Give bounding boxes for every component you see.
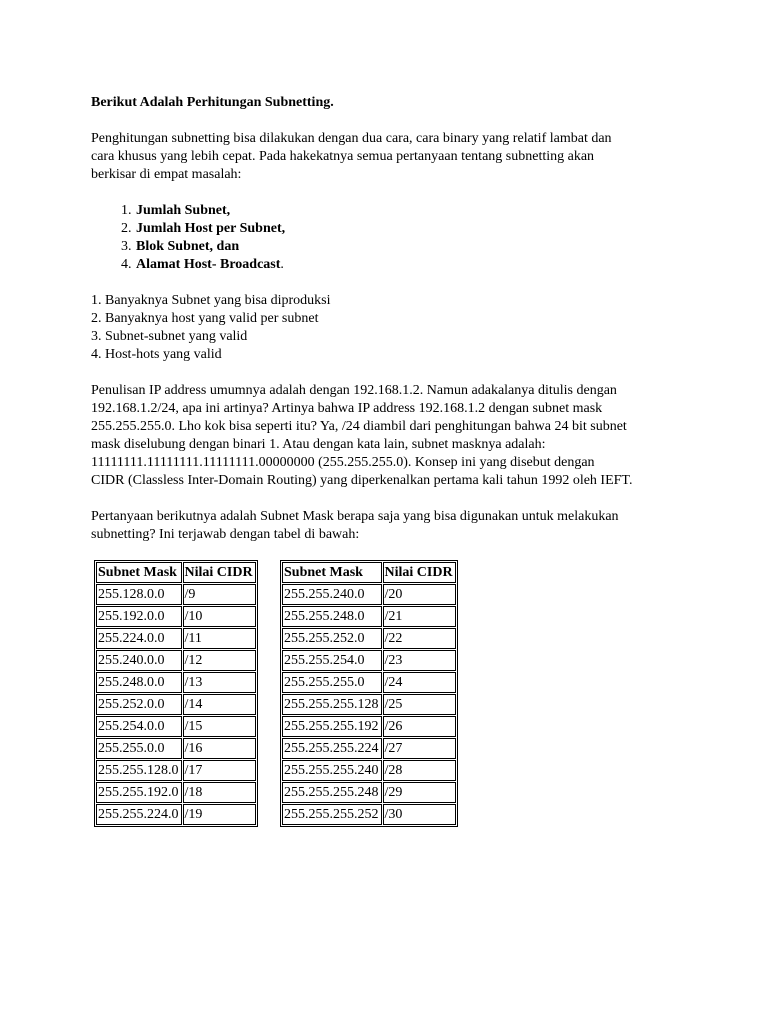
- problem-item: [135, 220, 691, 238]
- header-subnet-mask: Subnet Mask: [282, 562, 382, 583]
- subnet-mask-cell: 255.255.255.0: [282, 672, 382, 693]
- table-body-right: [282, 584, 456, 825]
- table-row: [96, 782, 256, 803]
- subnet-mask-cell: 255.128.0.0: [96, 584, 182, 605]
- intro-line: Penghitungan subnetting bisa dilakukan dengan dua cara, cara binary yang relatif lambat dan: [91, 131, 612, 146]
- document-title: Berikut Adalah Perhitungan Subnetting.: [91, 95, 334, 110]
- explanation-item: 1. Banyaknya Subnet yang bisa diproduksi: [91, 293, 331, 308]
- problem-item-label: Jumlah Host per Subnet,: [136, 221, 286, 236]
- subnet-mask-cell: 255.255.255.248: [282, 782, 382, 803]
- problem-list: [91, 202, 691, 274]
- table-row: [96, 738, 256, 759]
- question-paragraph: [91, 508, 691, 544]
- problem-item-suffix: .: [280, 257, 284, 272]
- explanation-list: [91, 292, 691, 364]
- subnet-mask-cell: 255.248.0.0: [96, 672, 182, 693]
- ip-line: CIDR (Classless Inter-Domain Routing) yang diperkenalkan pertama kali tahun 1992 oleh IEFT.: [91, 473, 633, 488]
- cidr-cell: /28: [383, 760, 456, 781]
- cidr-cell: /20: [383, 584, 456, 605]
- subnet-mask-cell: 255.255.192.0: [96, 782, 182, 803]
- explanation-item: 4. Host-hots yang valid: [91, 347, 222, 362]
- subnet-mask-cell: 255.240.0.0: [96, 650, 182, 671]
- subnet-mask-cell: 255.224.0.0: [96, 628, 182, 649]
- ip-line: Penulisan IP address umumnya adalah dengan 192.168.1.2. Namun adakalanya ditulis dengan: [91, 383, 617, 398]
- table-header-row: [96, 562, 256, 583]
- subnet-mask-cell: 255.255.255.192: [282, 716, 382, 737]
- question-line: Pertanyaan berikutnya adalah Subnet Mask berapa saja yang bisa digunakan untuk melakukan: [91, 509, 619, 524]
- cidr-cell: /23: [383, 650, 456, 671]
- subnet-mask-cell: 255.255.255.240: [282, 760, 382, 781]
- table-row: [282, 738, 456, 759]
- table-row: [282, 650, 456, 671]
- table-row: [282, 628, 456, 649]
- cidr-cell: /9: [183, 584, 256, 605]
- table-row: [96, 694, 256, 715]
- cidr-cell: /10: [183, 606, 256, 627]
- subnet-mask-cell: 255.255.255.224: [282, 738, 382, 759]
- subnet-mask-cell: 255.255.248.0: [282, 606, 382, 627]
- problem-item: [135, 238, 691, 256]
- ip-line: mask diselubung dengan binari 1. Atau dengan kata lain, subnet masknya adalah:: [91, 437, 546, 452]
- problem-item: [135, 202, 691, 220]
- cidr-cell: /15: [183, 716, 256, 737]
- cidr-cell: /22: [383, 628, 456, 649]
- cidr-cell: /16: [183, 738, 256, 759]
- problem-item-label: Jumlah Subnet,: [136, 203, 231, 218]
- problem-item-label: Alamat Host- Broadcast: [136, 257, 281, 272]
- intro-paragraph: [91, 130, 691, 184]
- problem-item: [135, 256, 691, 274]
- subnet-mask-cell: 255.255.252.0: [282, 628, 382, 649]
- table-row: [96, 584, 256, 605]
- table-row: [282, 672, 456, 693]
- table-row: [96, 672, 256, 693]
- cidr-cell: /26: [383, 716, 456, 737]
- table-row: [282, 716, 456, 737]
- ip-line: 192.168.1.2/24, apa ini artinya? Artinya bahwa IP address 192.168.1.2 dengan subnet mask: [91, 401, 603, 416]
- cidr-cell: /19: [183, 804, 256, 825]
- intro-line: cara khusus yang lebih cepat. Pada hakekatnya semua pertanyaan tentang subnetting akan: [91, 149, 595, 164]
- table-body-left: [96, 584, 256, 825]
- table-row: [96, 716, 256, 737]
- cidr-cell: /17: [183, 760, 256, 781]
- subnet-table-left: [94, 560, 258, 827]
- explanation-item: 3. Subnet-subnet yang valid: [91, 329, 248, 344]
- header-cidr: Nilai CIDR: [183, 562, 256, 583]
- table-row: [96, 760, 256, 781]
- subnet-mask-cell: 255.255.255.252: [282, 804, 382, 825]
- table-row: [282, 606, 456, 627]
- cidr-cell: /27: [383, 738, 456, 759]
- table-row: [282, 584, 456, 605]
- table-row: [282, 804, 456, 825]
- subnet-mask-cell: 255.255.255.128: [282, 694, 382, 715]
- cidr-cell: /13: [183, 672, 256, 693]
- subnet-mask-cell: 255.252.0.0: [96, 694, 182, 715]
- problem-item-label: Blok Subnet, dan: [136, 239, 240, 254]
- header-subnet-mask: Subnet Mask: [96, 562, 182, 583]
- table-row: [96, 628, 256, 649]
- table-row: [96, 606, 256, 627]
- cidr-cell: /24: [383, 672, 456, 693]
- subnet-mask-cell: 255.255.0.0: [96, 738, 182, 759]
- cidr-cell: /21: [383, 606, 456, 627]
- subnet-table-right: [280, 560, 458, 827]
- subnet-mask-cell: 255.255.254.0: [282, 650, 382, 671]
- table-row: [282, 782, 456, 803]
- subnet-mask-cell: 255.255.128.0: [96, 760, 182, 781]
- cidr-cell: /14: [183, 694, 256, 715]
- cidr-cell: /29: [383, 782, 456, 803]
- table-row: [96, 804, 256, 825]
- cidr-cell: /30: [383, 804, 456, 825]
- document-body: [91, 94, 691, 544]
- intro-line: berkisar di empat masalah:: [91, 167, 242, 182]
- cidr-cell: /25: [383, 694, 456, 715]
- cidr-cell: /18: [183, 782, 256, 803]
- explanation-item: 2. Banyaknya host yang valid per subnet: [91, 311, 319, 326]
- subnet-mask-cell: 255.255.224.0: [96, 804, 182, 825]
- header-cidr: Nilai CIDR: [383, 562, 456, 583]
- cidr-cell: /11: [183, 628, 256, 649]
- subnet-mask-cell: 255.254.0.0: [96, 716, 182, 737]
- ip-line: 255.255.255.0. Lho kok bisa seperti itu? Ya, /24 diambil dari penghitungan bahwa 24 bit subnet: [91, 419, 627, 434]
- table-row: [96, 650, 256, 671]
- subnet-mask-cell: 255.192.0.0: [96, 606, 182, 627]
- question-line: subnetting? Ini terjawab dengan tabel di bawah:: [91, 527, 360, 542]
- table-header-row: [282, 562, 456, 583]
- ip-paragraph: [91, 382, 691, 490]
- table-row: [282, 694, 456, 715]
- cidr-cell: /12: [183, 650, 256, 671]
- table-row: [282, 760, 456, 781]
- subnet-mask-cell: 255.255.240.0: [282, 584, 382, 605]
- ip-line: 11111111.11111111.11111111.00000000 (255.255.255.0). Konsep ini yang disebut dengan: [91, 455, 595, 470]
